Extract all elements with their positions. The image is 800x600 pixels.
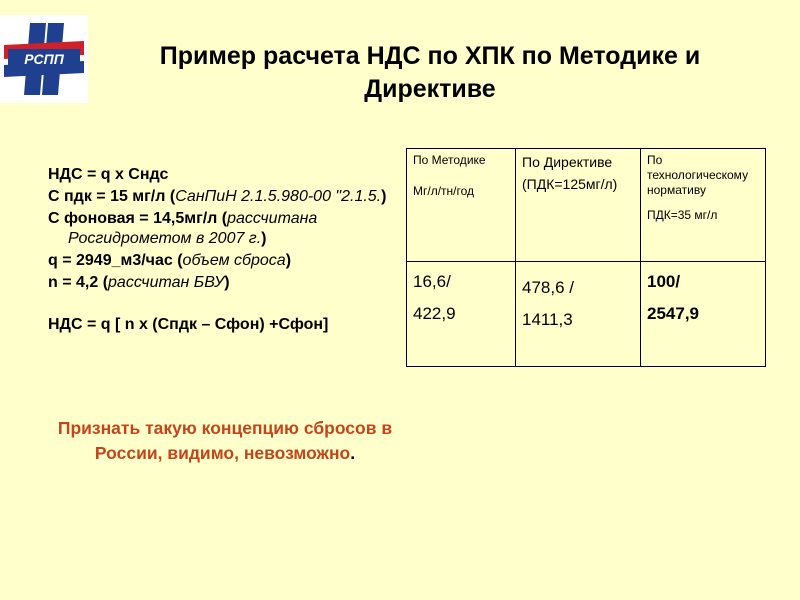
sfon-main: С фоновая = 14,5мг/л ( xyxy=(48,210,228,227)
value-cell-directive xyxy=(516,262,641,367)
rspp-logo xyxy=(0,15,88,103)
formula-nds-full: НДС = q [ n x (Спдк – Сфон) +Сфон] xyxy=(48,316,329,333)
header-methodology-label: По Методике xyxy=(413,153,486,167)
q-note: объем сброса xyxy=(182,252,286,269)
value-cell-methodology xyxy=(407,262,516,367)
value-methodology-a: 16,6/ xyxy=(413,272,451,291)
header-directive-pdk: (ПДК=125мг/л) xyxy=(522,176,618,192)
conclusion-main: Признать такую концепцию сбросов в России, видимо, невозможно xyxy=(57,418,393,463)
table-header-row xyxy=(407,149,766,262)
formula-q xyxy=(48,251,398,271)
spdk-note: СанПиН 2.1.5.980-00 "2.1.5. xyxy=(175,188,382,205)
formula-nds: НДС = q x Cндс xyxy=(48,166,169,183)
q-main: q = 2949_м3/час ( xyxy=(48,252,183,269)
header-tech-norm-label: По технологическому нормативу xyxy=(647,153,749,197)
n-main: n = 4,2 ( xyxy=(48,274,109,291)
spdk-end: ) xyxy=(381,188,387,205)
header-tech-norm-pdk: ПДК=35 мг/л xyxy=(647,208,718,222)
spacer xyxy=(48,295,398,315)
value-directive-a: 478,6 / xyxy=(522,278,574,297)
formula-sfon xyxy=(48,209,398,249)
value-tech-norm-b: 2547,9 xyxy=(647,304,699,323)
value-methodology-b: 422,9 xyxy=(413,304,456,323)
formula-spdk xyxy=(48,187,398,207)
value-cell-tech-norm xyxy=(641,262,766,367)
formula-block xyxy=(48,165,398,337)
page-title: Пример расчета НДС по ХПК по Методике и Директиве xyxy=(159,42,701,103)
value-tech-norm-a: 100/ xyxy=(647,272,681,291)
n-end: ) xyxy=(224,274,230,291)
sfon-end: ) xyxy=(261,230,267,247)
logo-text: РСПП xyxy=(24,51,64,67)
conclusion-text xyxy=(55,416,395,466)
comparison-table xyxy=(406,148,766,367)
q-end: ) xyxy=(285,252,292,269)
rspp-logo-icon xyxy=(0,15,88,103)
header-cell-methodology xyxy=(407,149,516,262)
formula-n xyxy=(48,273,398,293)
sfon-note: рассчитана Росгидрометом в 2007 г. xyxy=(68,210,318,247)
table-row xyxy=(407,262,766,367)
spdk-main: С пдк = 15 мг/л ( xyxy=(48,188,176,205)
conclusion-dot: . xyxy=(350,443,356,463)
header-cell-tech-norm xyxy=(641,149,766,262)
header-cell-directive xyxy=(516,149,641,262)
header-methodology-unit: Мг/л/тн/год xyxy=(413,184,475,198)
n-note: рассчитан БВУ xyxy=(108,274,225,291)
header-directive-label: По Директиве xyxy=(522,154,613,170)
value-directive-b: 1411,3 xyxy=(522,310,573,329)
